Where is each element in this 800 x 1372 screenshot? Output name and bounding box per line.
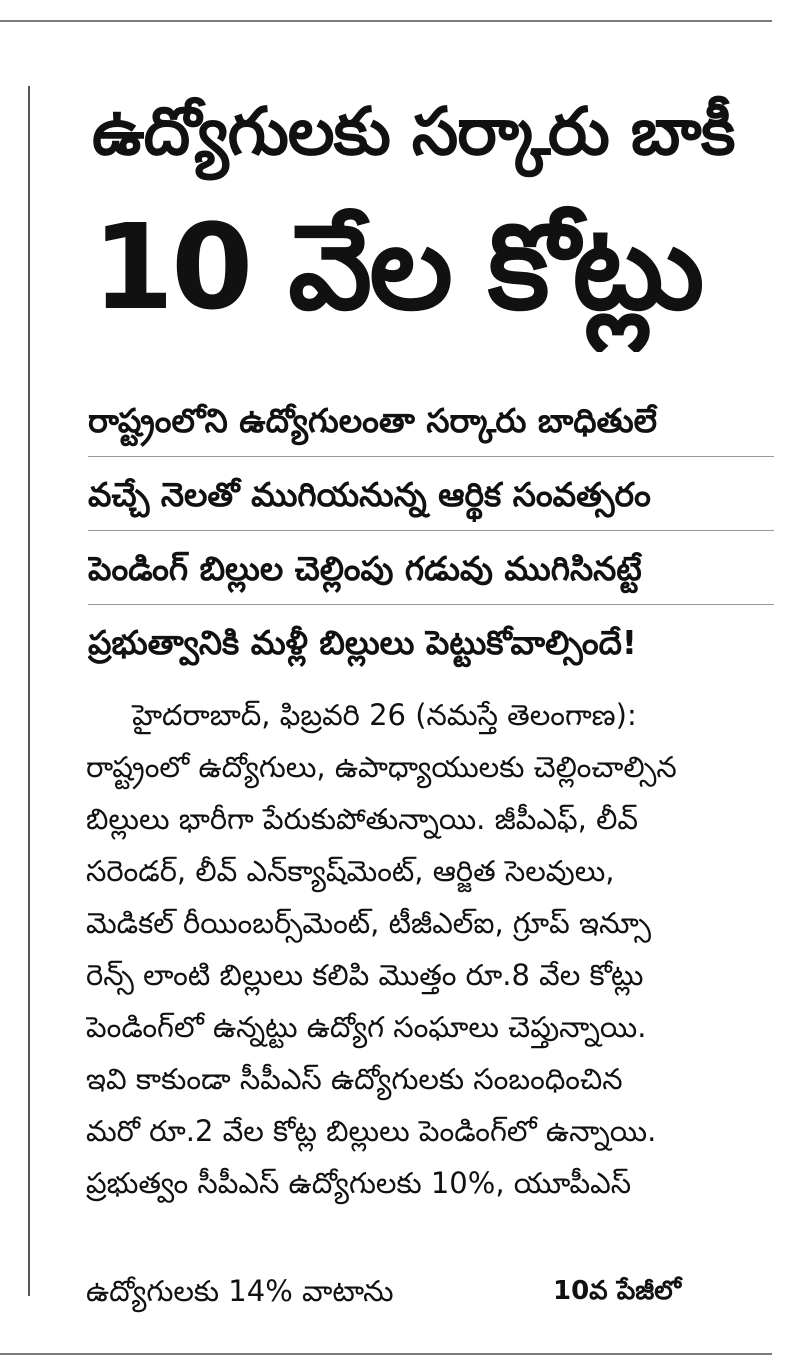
body-line-9: మరో రూ.2 వేల కోట్ల బిల్లులు పెండింగ్‌లో ఉన్నాయి.	[86, 1114, 657, 1148]
body-line-2: రాష్ట్రంలో ఉద్యోగులు, ఉపాధ్యాయులకు చెల్లించాల్సిన	[86, 750, 677, 784]
column-rule	[28, 86, 30, 1296]
deck-line-2: వచ్చే నెలతో ముగియనున్న ఆర్థిక సంవత్సరం	[88, 475, 651, 514]
body-line-5: మెడికల్ రీయింబర్స్‌మెంట్, టీజీఎల్ఐ, గ్రూప్ ఇన్సూ	[86, 906, 652, 940]
body-line-6: రెన్స్ లాంటి బిల్లులు కలిపి మొత్తం రూ.8 వేల కోట్లు	[86, 958, 644, 992]
deck-line-3: పెండింగ్ బిల్లుల చెల్లింపు గడువు ముగిసినట్టే	[88, 549, 642, 588]
body-line-7: పెండింగ్‌లో ఉన్నట్టు ఉద్యోగ సంఘాలు చెప్తున్నాయి.	[86, 1010, 647, 1044]
body-line-4: సరెండర్, లీవ్ ఎన్‌క్యాష్‌మెంట్, ఆర్జిత సెలవులు,	[86, 854, 615, 888]
body-line-3: బిల్లులు భారీగా పేరుకుపోతున్నాయి. జీపీఎఫ్, లీవ్	[86, 802, 638, 836]
deck-divider	[88, 604, 774, 605]
deck-divider	[88, 456, 774, 457]
top-rule	[0, 20, 772, 22]
deck-line-4: ప్రభుత్వానికి మళ్లీ బిల్లులు పెట్టుకోవాల్సిందే!	[88, 623, 637, 662]
body-line-11: ఉద్యోగులకు 14% వాటాను	[86, 1274, 394, 1308]
body-line-8: ఇవి కాకుండా సీపీఎస్ ఉద్యోగులకు సంబంధించిన	[86, 1062, 623, 1096]
body-line-1: హైదరాబాద్, ఫిబ్రవరి 26 (నమస్తే తెలంగాణ):	[86, 698, 637, 732]
body-line-10: ప్రభుత్వం సీపీఎస్ ఉద్యోగులకు 10%, యూపీఎస్	[86, 1166, 632, 1200]
headline-line-2: 10 వేల కోట్లు	[92, 198, 702, 336]
deck-divider	[88, 530, 774, 531]
continued-on-page: 10వ పేజీలో	[553, 1276, 681, 1306]
headline-line-1: ఉద్యోగులకు సర్కారు బాకీ	[92, 93, 735, 170]
bottom-rule	[0, 1353, 772, 1355]
deck-line-1: రాష్ట్రంలోని ఉద్యోగులంతా సర్కారు బాధితులే	[88, 401, 658, 440]
